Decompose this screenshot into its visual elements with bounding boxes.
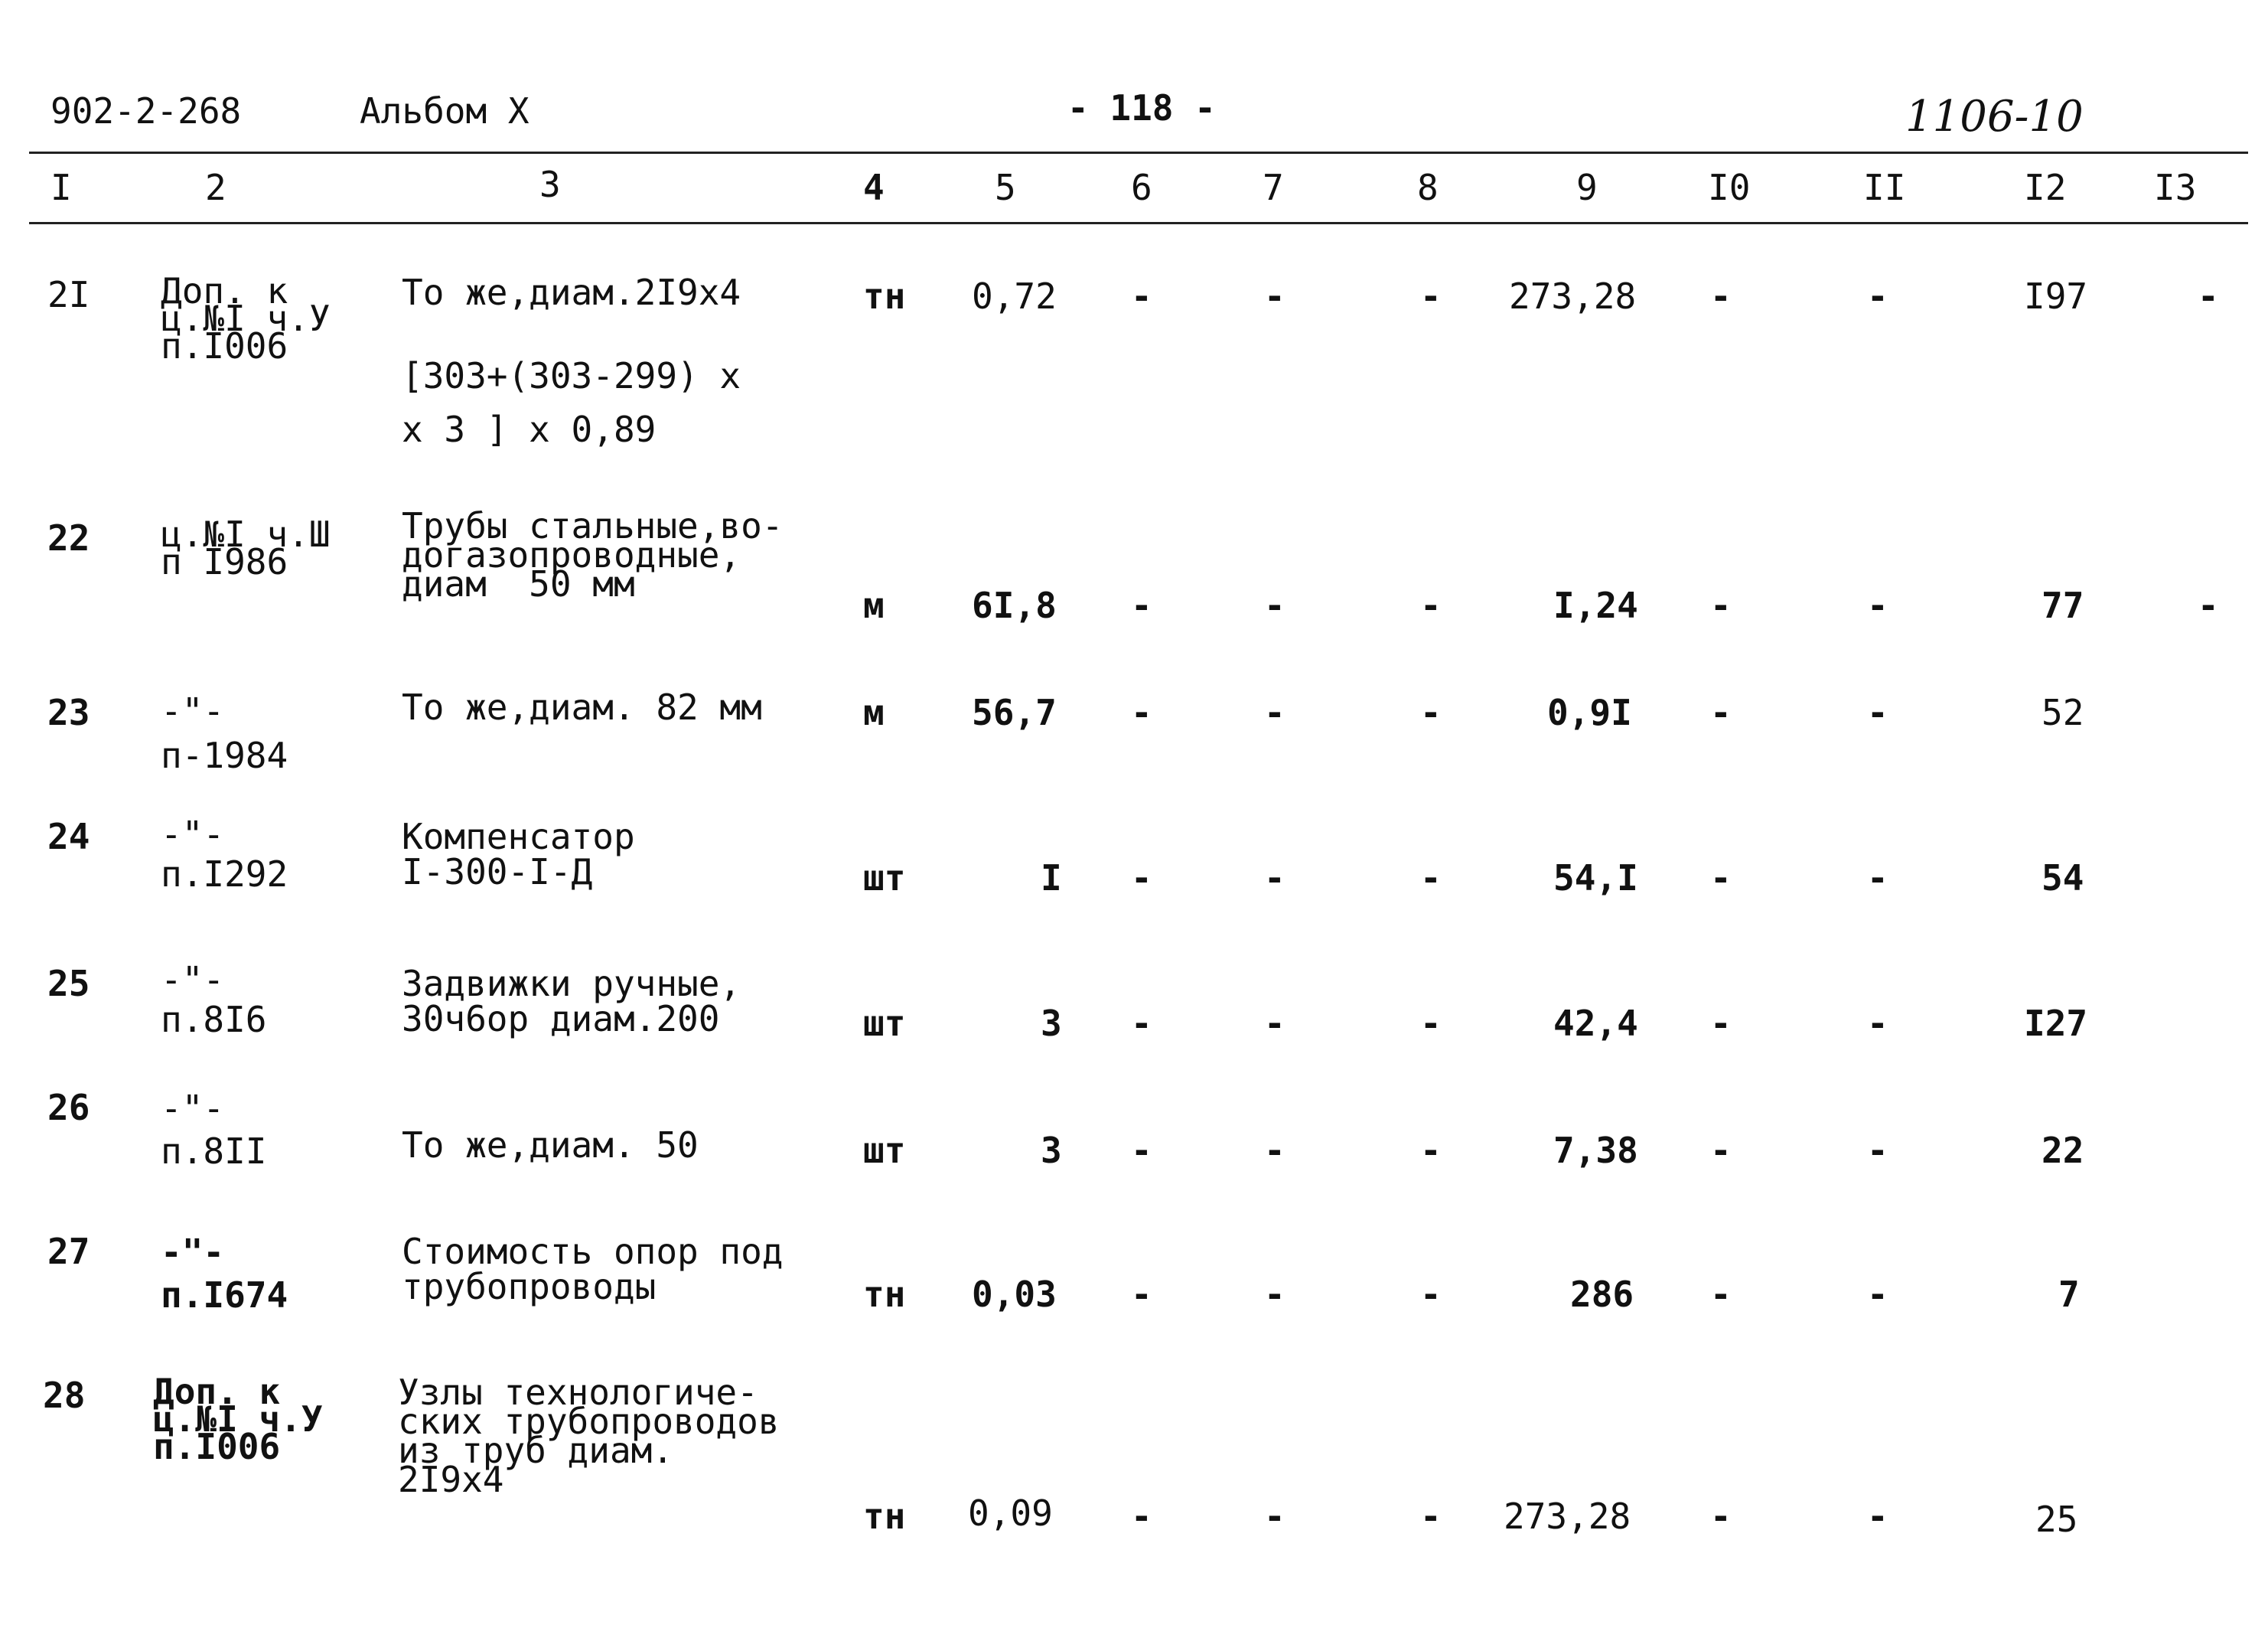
unit-price: 54,I — [1553, 857, 1638, 899]
column-8-value: - — [1420, 1496, 1442, 1537]
column-10-value: - — [1710, 1130, 1732, 1171]
item-description: То же,диам. 50 — [402, 1124, 699, 1166]
column-13-value: - — [2198, 585, 2219, 626]
sheet-code: 1106-10 — [1905, 92, 2084, 142]
unit: м — [863, 692, 885, 733]
total: 22 — [2042, 1130, 2084, 1171]
price-reference: Доп. к ц.№I ч.У п.I006 — [153, 1371, 323, 1467]
unit-price: 286 — [1570, 1274, 1634, 1315]
column-number: 3 — [539, 164, 561, 205]
page-number: - 118 - — [1067, 87, 1216, 129]
unit-price: 0,9I — [1547, 692, 1632, 733]
column-8-value: - — [1420, 1274, 1442, 1315]
unit: тн — [863, 276, 906, 317]
column-number: I2 — [2024, 167, 2067, 208]
row-number: 28 — [43, 1375, 86, 1416]
row-number: 27 — [47, 1231, 90, 1272]
total: 7 — [2058, 1274, 2080, 1315]
unit: тн — [863, 1274, 906, 1315]
column-11-value: - — [1867, 857, 1888, 899]
column-10-value: - — [1710, 276, 1732, 317]
item-description: То же,диам. 82 мм — [402, 687, 762, 728]
album-label: Альбом X — [360, 90, 530, 132]
total: 54 — [2042, 857, 2084, 899]
column-11-value: - — [1867, 692, 1888, 733]
column-6-value: - — [1131, 692, 1152, 733]
price-reference: ц.№I ч.Ш п I986 — [161, 514, 331, 582]
column-number: 8 — [1417, 167, 1439, 208]
row-number: 22 — [47, 517, 90, 559]
item-description: Стоимость опор под трубопроводы — [402, 1231, 784, 1307]
row-number: 24 — [47, 816, 90, 857]
unit-price: I,24 — [1553, 585, 1638, 626]
column-10-value: - — [1710, 857, 1732, 899]
price-reference: -"- п.8I6 — [161, 959, 267, 1040]
column-number: 9 — [1576, 167, 1598, 208]
column-8-value: - — [1420, 276, 1442, 317]
price-reference: -"- п.I292 — [161, 814, 288, 895]
total: I27 — [2024, 1003, 2088, 1044]
column-11-value: - — [1867, 1496, 1888, 1537]
quantity: 0,09 — [968, 1493, 1053, 1534]
price-reference: -"- п.I674 — [161, 1232, 288, 1316]
item-description: Компенсатор I-300-I-Д — [402, 816, 635, 892]
column-number: 4 — [863, 167, 885, 208]
column-13-value: - — [2198, 276, 2219, 317]
column-10-value: - — [1710, 1003, 1732, 1044]
row-number: 2I — [47, 274, 90, 315]
quantity: 3 — [1041, 1130, 1062, 1171]
column-number: 2 — [205, 167, 226, 208]
price-reference: Доп. к ц.№I ч.У п.I006 — [161, 270, 331, 367]
column-number: 7 — [1263, 167, 1284, 208]
unit: шт — [863, 1130, 906, 1171]
column-7-value: - — [1264, 1496, 1286, 1537]
row-number: 26 — [47, 1087, 90, 1128]
column-6-value: - — [1131, 276, 1152, 317]
column-number: 5 — [995, 167, 1016, 208]
row-number: 25 — [47, 963, 90, 1004]
unit-price: 273,28 — [1509, 276, 1637, 317]
unit: шт — [863, 1003, 906, 1044]
column-8-value: - — [1420, 1130, 1442, 1171]
column-7-value: - — [1264, 857, 1286, 899]
column-number: I0 — [1708, 167, 1751, 208]
doc-code: 902-2-268 — [51, 90, 242, 132]
column-11-value: - — [1867, 1003, 1888, 1044]
row-number: 23 — [47, 692, 90, 733]
quantity: 56,7 — [972, 692, 1057, 733]
column-10-value: - — [1710, 692, 1732, 733]
unit-price: 273,28 — [1504, 1496, 1631, 1537]
column-7-value: - — [1264, 692, 1286, 733]
column-8-value: - — [1420, 585, 1442, 626]
column-10-value: - — [1710, 1274, 1732, 1315]
column-number: I — [51, 167, 72, 208]
price-reference: -"- п-1984 — [161, 690, 288, 776]
column-11-value: - — [1867, 585, 1888, 626]
column-number: 6 — [1131, 167, 1152, 208]
unit: тн — [863, 1496, 906, 1537]
item-description: Задвижки ручные, 30ч6ор диам.200 — [402, 963, 741, 1039]
column-6-value: - — [1131, 585, 1152, 626]
quantity: I — [1041, 857, 1062, 899]
total: 52 — [2042, 692, 2084, 733]
quantity: 0,03 — [972, 1274, 1057, 1315]
column-6-value: - — [1131, 1496, 1152, 1537]
column-7-value: - — [1264, 1274, 1286, 1315]
unit-price: 7,38 — [1553, 1130, 1638, 1171]
header-top-rule — [29, 152, 2248, 154]
quantity: 0,72 — [972, 276, 1057, 317]
header-bottom-rule — [29, 222, 2248, 224]
item-description: Трубы стальные,во- догазопроводные, диам 50 мм — [402, 505, 784, 605]
column-7-value: - — [1264, 1130, 1286, 1171]
column-8-value: - — [1420, 692, 1442, 733]
unit: м — [863, 585, 885, 626]
column-8-value: - — [1420, 1003, 1442, 1044]
column-7-value: - — [1264, 585, 1286, 626]
column-10-value: - — [1710, 1496, 1732, 1537]
column-number: II — [1863, 167, 1906, 208]
column-6-value: - — [1131, 1130, 1152, 1171]
item-formula: [303+(303-299) x x 3 ] x 0,89 — [402, 355, 741, 450]
column-11-value: - — [1867, 1274, 1888, 1315]
item-description: Узлы технологиче- ских трубопроводов из труб диам. 2I9x4 — [398, 1372, 780, 1500]
total: I97 — [2024, 276, 2088, 317]
column-7-value: - — [1264, 276, 1286, 317]
column-11-value: - — [1867, 276, 1888, 317]
item-description: То же,диам.2I9x4 — [402, 272, 741, 313]
price-reference: -"- п.8II — [161, 1088, 267, 1172]
column-6-value: - — [1131, 1003, 1152, 1044]
column-6-value: - — [1131, 857, 1152, 899]
unit-price: 42,4 — [1553, 1003, 1638, 1044]
quantity: 3 — [1041, 1003, 1062, 1044]
column-8-value: - — [1420, 857, 1442, 899]
column-11-value: - — [1867, 1130, 1888, 1171]
column-6-value: - — [1131, 1274, 1152, 1315]
total: 25 — [2035, 1499, 2078, 1540]
column-number: I3 — [2154, 167, 2197, 208]
unit: шт — [863, 857, 906, 899]
quantity: 6I,8 — [972, 585, 1057, 626]
total: 77 — [2042, 585, 2084, 626]
column-7-value: - — [1264, 1003, 1286, 1044]
column-10-value: - — [1710, 585, 1732, 626]
